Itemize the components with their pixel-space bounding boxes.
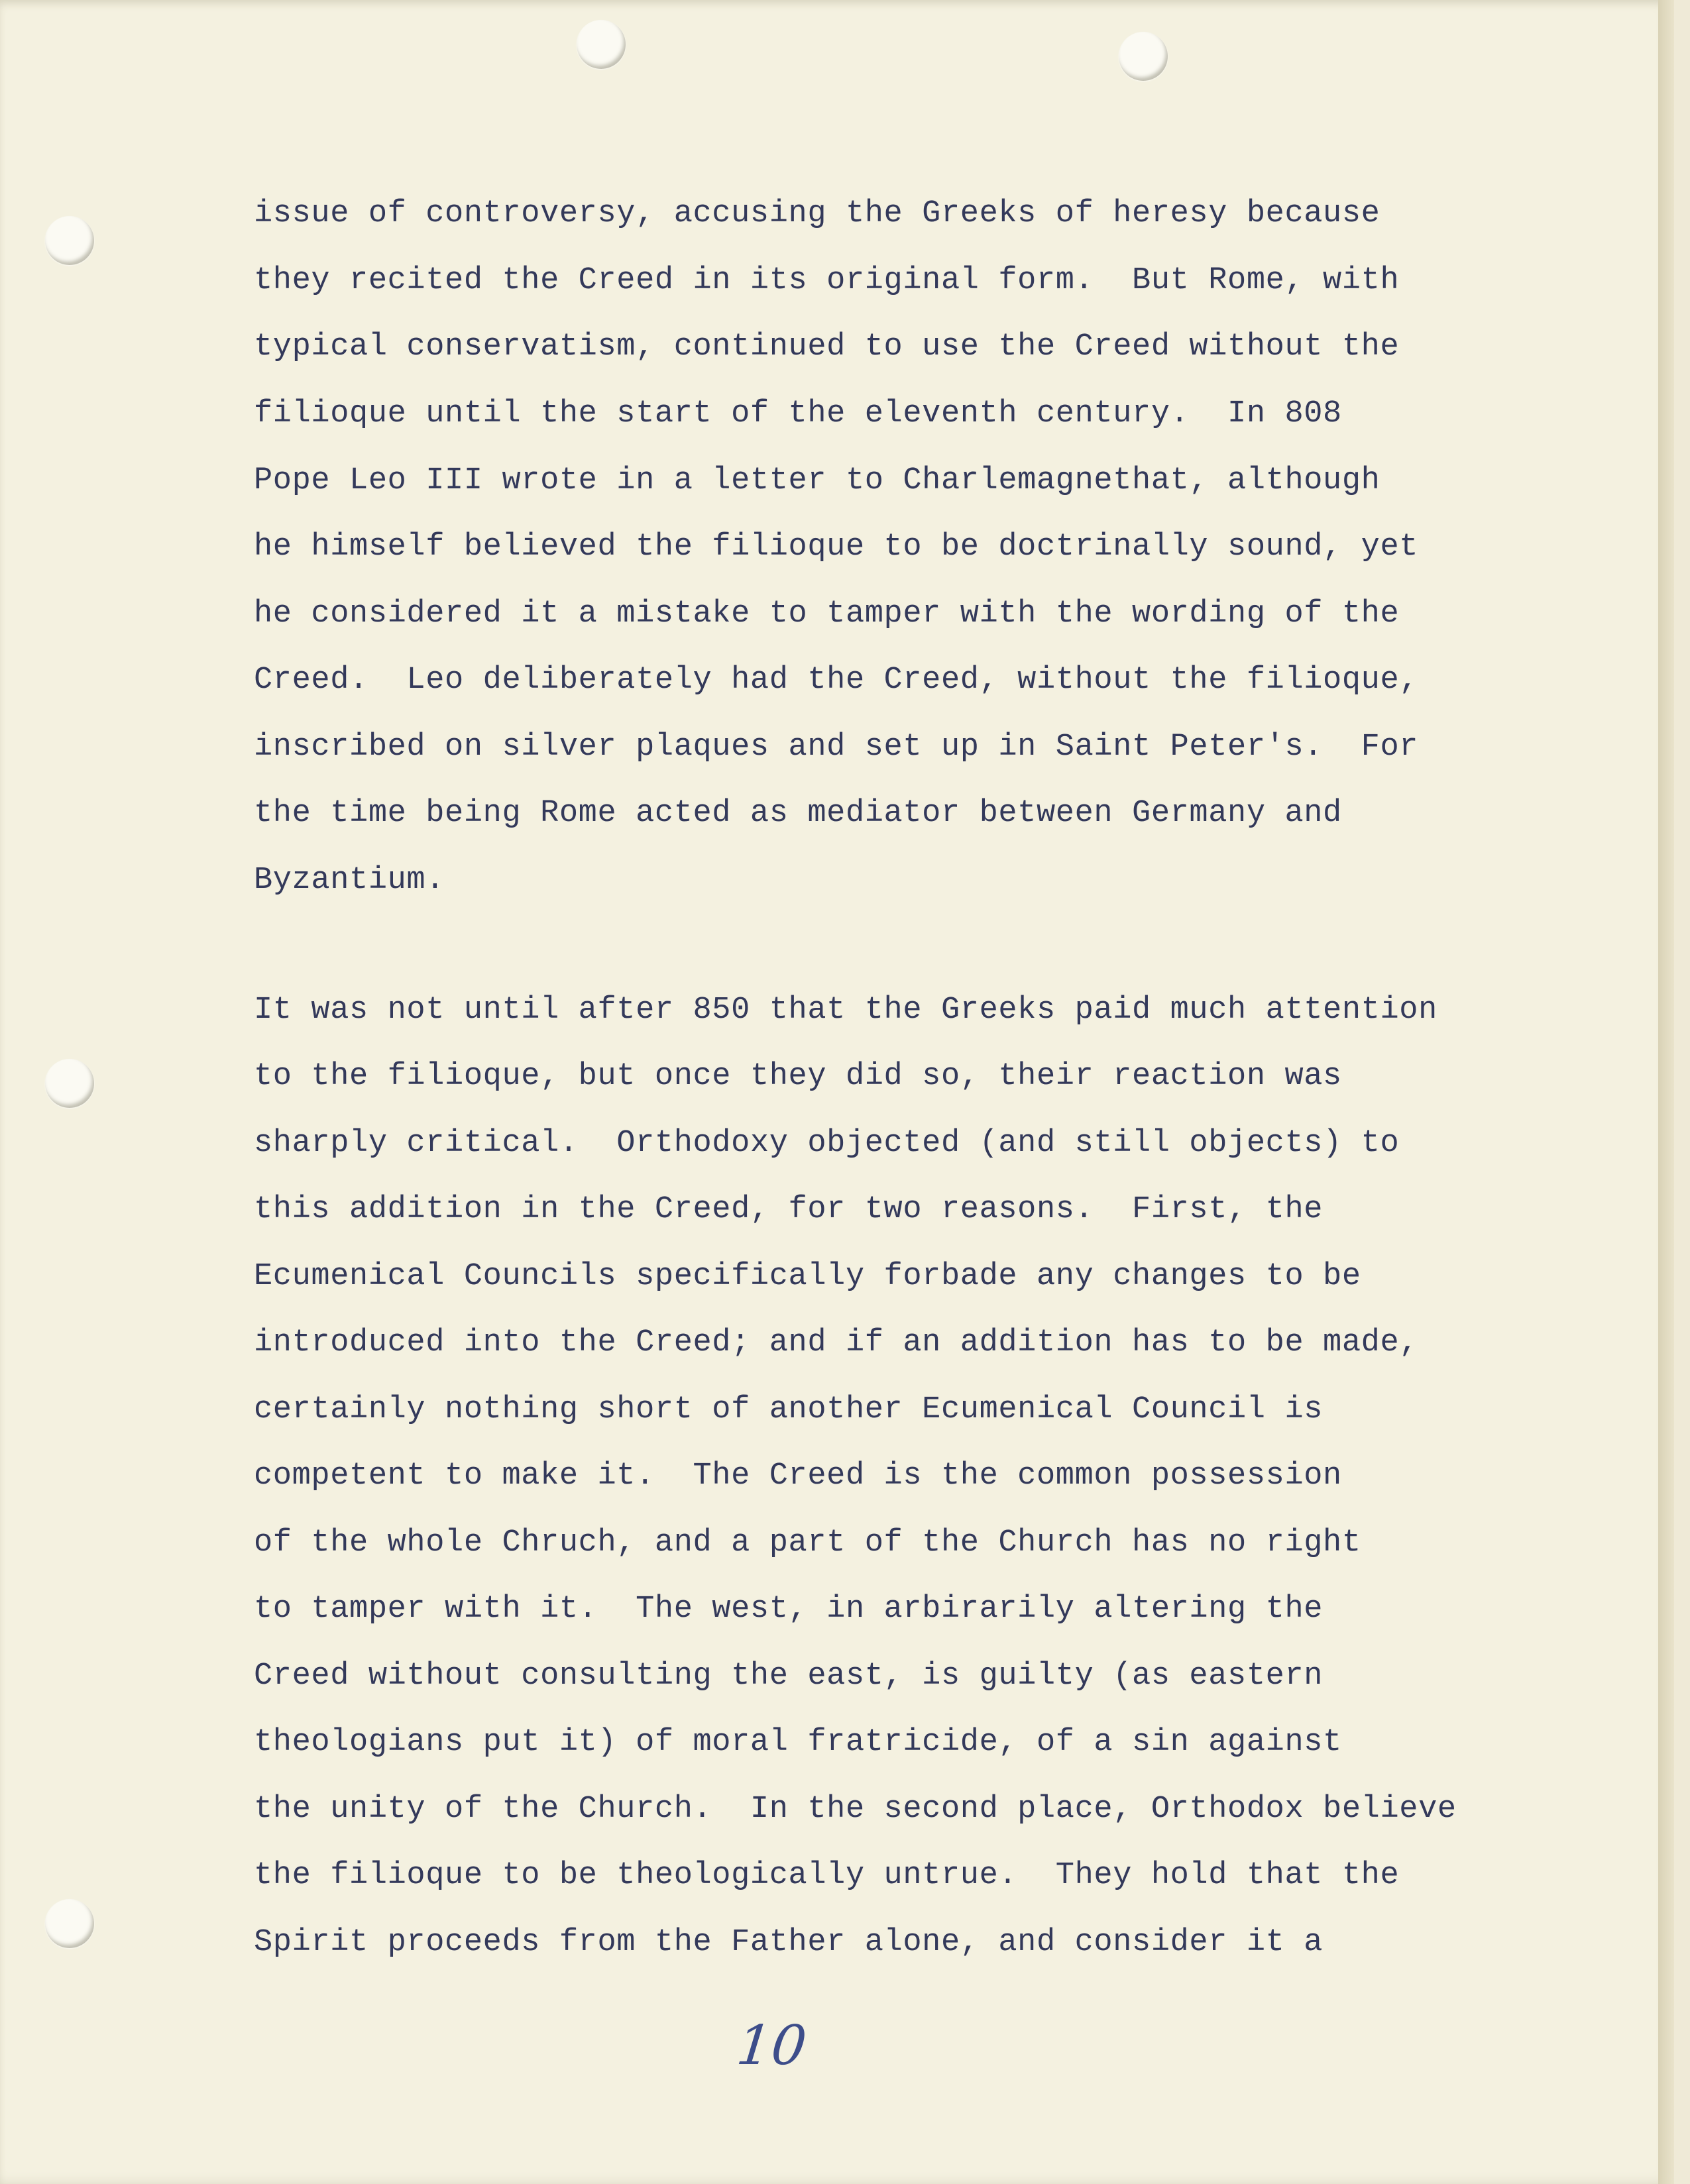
paper-edge bbox=[1658, 0, 1674, 2184]
text-line: issue of controversy, accusing the Greeks of heresy because bbox=[254, 196, 1380, 231]
punch-hole-top-left bbox=[577, 20, 626, 69]
handwritten-page-number: 10 bbox=[734, 2014, 810, 2077]
text-line: inscribed on silver plaques and set up in Saint Peter's. For bbox=[254, 730, 1419, 765]
text-line: Spirit proceeds from the Father alone, and consider it a bbox=[254, 1925, 1324, 1960]
text-line: sharply critical. Orthodoxy objected (and still objects) to bbox=[254, 1126, 1400, 1161]
text-line: this addition in the Creed, for two reasons. First, the bbox=[254, 1192, 1324, 1227]
text-line: of the whole Chruch, and a part of the Church has no right bbox=[254, 1525, 1361, 1560]
text-line: certainly nothing short of another Ecumenical Council is bbox=[254, 1392, 1324, 1427]
text-line: introduced into the Creed; and if an addition has to be made, bbox=[254, 1325, 1419, 1360]
text-line: Creed without consulting the east, is guilty (as eastern bbox=[254, 1659, 1324, 1694]
punch-hole-top-right bbox=[1119, 32, 1168, 81]
punch-hole-left-bottom bbox=[45, 1899, 94, 1948]
text-line: they recited the Creed in its original form. But Rome, with bbox=[254, 263, 1400, 298]
text-line: Ecumenical Councils specifically forbade any changes to be bbox=[254, 1259, 1361, 1294]
text-line: filioque until the start of the eleventh century. In 808 bbox=[254, 396, 1342, 431]
text-line: to tamper with it. The west, in arbirarily altering the bbox=[254, 1592, 1324, 1627]
text-line: competent to make it. The Creed is the common possession bbox=[254, 1458, 1342, 1494]
text-line: Pope Leo III wrote in a letter to Charlemagnethat, although bbox=[254, 463, 1380, 498]
text-line: typical conservatism, continued to use the Creed without the bbox=[254, 329, 1400, 364]
text-line: the filioque to be theologically untrue. They hold that the bbox=[254, 1858, 1400, 1893]
punch-hole-left-top bbox=[45, 216, 94, 265]
punch-hole-left-middle bbox=[45, 1059, 94, 1108]
text-line: It was not until after 850 that the Greeks paid much attention bbox=[254, 993, 1437, 1028]
text-line: Creed. Leo deliberately had the Creed, without the filioque, bbox=[254, 663, 1419, 698]
text-line: he himself believed the filioque to be doctrinally sound, yet bbox=[254, 529, 1419, 565]
text-line: to the filioque, but once they did so, their reaction was bbox=[254, 1059, 1342, 1094]
text-line: he considered it a mistake to tamper with the wording of the bbox=[254, 596, 1400, 631]
text-line: the unity of the Church. In the second place, Orthodox believe bbox=[254, 1792, 1457, 1827]
text-line: Byzantium. bbox=[254, 863, 445, 898]
text-line: the time being Rome acted as mediator between Germany and bbox=[254, 796, 1342, 831]
text-line: theologians put it) of moral fratricide, of a sin against bbox=[254, 1725, 1342, 1760]
